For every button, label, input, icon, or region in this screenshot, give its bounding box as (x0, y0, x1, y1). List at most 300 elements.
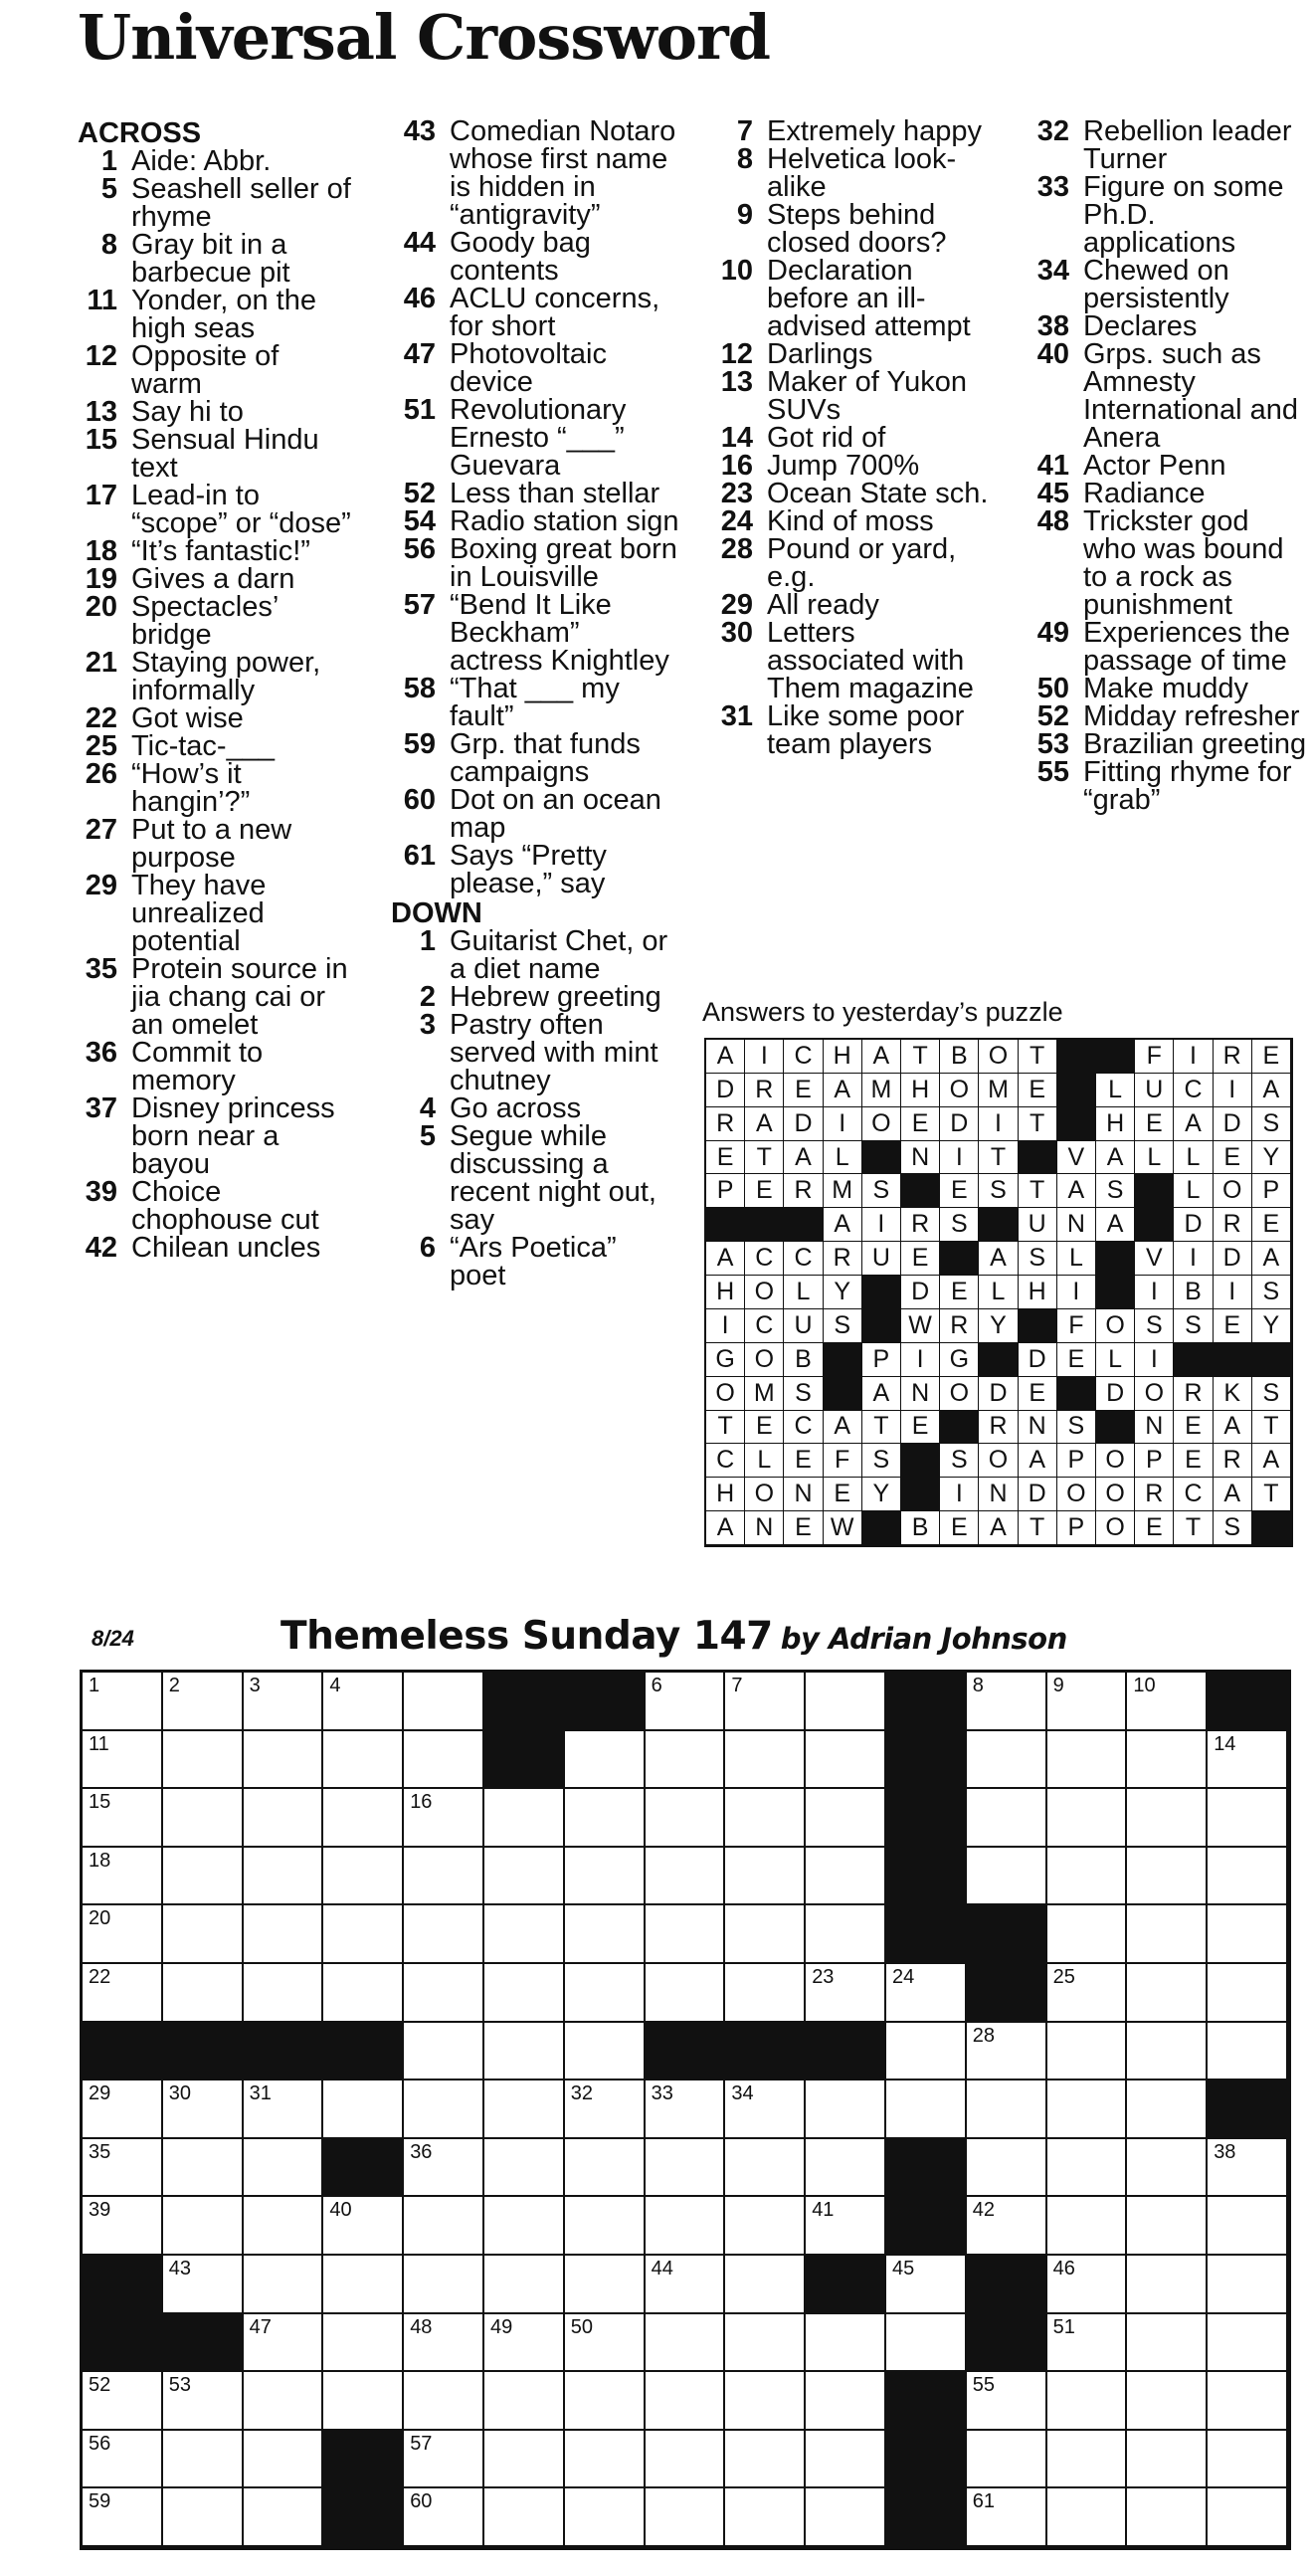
grid-cell[interactable] (967, 1673, 1047, 1731)
grid-cell[interactable] (1208, 1848, 1288, 1906)
grid-cell[interactable] (806, 1789, 886, 1848)
grid-cell[interactable] (323, 1673, 404, 1731)
grid-cell[interactable] (646, 2081, 726, 2139)
answer-cell: E (940, 1511, 979, 1545)
clue-item (391, 117, 679, 229)
clue-number: 22 (85, 702, 117, 734)
answer-cell: G (940, 1343, 979, 1377)
grid-cell[interactable] (323, 1905, 404, 1964)
grid-cell[interactable] (565, 2431, 646, 2489)
black-cell (163, 2314, 244, 2373)
grid-cell[interactable] (163, 2256, 244, 2314)
cell-number: 59 (89, 2490, 111, 2513)
answer-black-cell (824, 1343, 862, 1377)
grid-cell[interactable] (967, 1789, 1047, 1848)
grid-cell[interactable] (806, 2081, 886, 2139)
black-cell (967, 2314, 1047, 2373)
clue-text: Actor Penn (1083, 450, 1226, 482)
grid-cell[interactable] (83, 2372, 163, 2431)
grid-cell[interactable] (484, 2488, 565, 2547)
grid-cell[interactable] (1047, 2081, 1128, 2139)
clue-text: “Ars Poetica” poet (450, 1232, 617, 1291)
answer-cell: I (1135, 1276, 1174, 1309)
grid-cell[interactable] (806, 2139, 886, 2198)
grid-cell[interactable] (163, 1731, 244, 1790)
grid-cell[interactable] (244, 2488, 324, 2547)
grid-cell[interactable] (806, 1964, 886, 2023)
clue-item (391, 1011, 679, 1094)
grid-cell[interactable] (806, 2197, 886, 2256)
grid-cell[interactable] (404, 1964, 484, 2023)
grid-cell[interactable] (404, 1731, 484, 1790)
answer-cell: E (1214, 1309, 1252, 1343)
grid-cell[interactable] (646, 1848, 726, 1906)
answer-cell: E (901, 1411, 940, 1445)
clue-text: Photovoltaic device (450, 338, 607, 398)
grid-cell[interactable] (244, 2197, 324, 2256)
grid-cell[interactable] (565, 1848, 646, 1906)
clue-text: Declares (1083, 310, 1198, 342)
grid-cell[interactable] (404, 1673, 484, 1731)
grid-cell[interactable] (484, 2314, 565, 2373)
grid-cell[interactable] (484, 2372, 565, 2431)
answer-cell: R (706, 1107, 745, 1141)
grid-cell[interactable] (646, 2139, 726, 2198)
grid-cell[interactable] (323, 1848, 404, 1906)
grid-cell[interactable] (646, 1789, 726, 1848)
grid-cell[interactable] (1047, 1964, 1128, 2023)
grid-cell[interactable] (1047, 2256, 1128, 2314)
grid-cell[interactable] (725, 2081, 806, 2139)
black-cell (725, 2023, 806, 2081)
answer-cell: F (1135, 1040, 1174, 1074)
clue-item (708, 340, 997, 368)
grid-cell[interactable] (404, 2023, 484, 2081)
clue-text: Got wise (131, 702, 244, 734)
grid-cell[interactable] (967, 1731, 1047, 1790)
grid-cell[interactable] (967, 1848, 1047, 1906)
clue-item (78, 147, 351, 175)
grid-cell[interactable] (646, 2372, 726, 2431)
grid-cell[interactable] (967, 2431, 1047, 2489)
grid-cell[interactable] (967, 2372, 1047, 2431)
grid-cell[interactable] (484, 1848, 565, 1906)
grid-cell[interactable] (1127, 2139, 1208, 2198)
answer-cell: H (901, 1074, 940, 1107)
grid-cell[interactable] (163, 2431, 244, 2489)
grid-cell[interactable] (323, 1789, 404, 1848)
cell-number: 16 (410, 1791, 433, 1814)
grid-cell[interactable] (1127, 2197, 1208, 2256)
clue-text: Chewed on persistently (1083, 255, 1229, 314)
grid-cell[interactable] (484, 1905, 565, 1964)
grid-cell[interactable] (1047, 2488, 1128, 2547)
grid-cell[interactable] (1208, 2488, 1288, 2547)
grid-cell[interactable] (83, 2081, 163, 2139)
grid-cell[interactable] (83, 1789, 163, 1848)
grid-cell[interactable] (1208, 2197, 1288, 2256)
grid-cell[interactable] (646, 1731, 726, 1790)
grid-cell[interactable] (886, 2081, 967, 2139)
grid-cell[interactable] (725, 2372, 806, 2431)
grid-cell[interactable] (806, 2431, 886, 2489)
clue-item (78, 565, 351, 593)
clue-number: 27 (85, 814, 117, 846)
grid-cell[interactable] (725, 1905, 806, 1964)
clue-item (391, 1122, 679, 1234)
grid-cell[interactable] (1127, 2081, 1208, 2139)
answer-cell: N (784, 1478, 823, 1511)
grid-cell[interactable] (244, 2139, 324, 2198)
answer-cell: R (901, 1208, 940, 1242)
grid-cell[interactable] (404, 2197, 484, 2256)
grid-cell[interactable] (565, 2314, 646, 2373)
clue-item (708, 452, 997, 480)
grid-cell[interactable] (163, 2488, 244, 2547)
grid-cell[interactable] (1208, 2372, 1288, 2431)
answer-cell: O (745, 1343, 784, 1377)
cell-number: 56 (89, 2432, 111, 2455)
cell-number: 50 (570, 2315, 594, 2338)
grid-cell[interactable] (484, 2139, 565, 2198)
grid-cell[interactable] (1047, 2431, 1128, 2489)
answer-cell: A (824, 1208, 862, 1242)
grid-cell[interactable] (1047, 2372, 1128, 2431)
clue-text: Seashell seller of rhyme (131, 173, 351, 233)
clue-item (1025, 758, 1308, 814)
answer-cell: P (706, 1174, 745, 1208)
grid-cell[interactable] (1047, 1848, 1128, 1906)
cell-number: 51 (1052, 2315, 1075, 2338)
clue-number: 29 (85, 870, 117, 901)
grid-cell[interactable] (806, 1673, 886, 1731)
grid-cell[interactable] (404, 2081, 484, 2139)
answer-cell: A (979, 1511, 1018, 1545)
clue-item (708, 507, 997, 535)
grid-cell[interactable] (323, 2314, 404, 2373)
grid-cell[interactable] (725, 2431, 806, 2489)
clue-number: 16 (720, 450, 753, 482)
grid-cell[interactable] (1047, 2314, 1128, 2373)
grid-cell[interactable] (1127, 2256, 1208, 2314)
answer-cell: O (1096, 1444, 1135, 1478)
answer-cell: O (1096, 1478, 1135, 1511)
grid-cell[interactable] (83, 1905, 163, 1964)
cell-number: 45 (892, 2257, 915, 2279)
answer-black-cell (784, 1208, 823, 1242)
answer-cell: N (745, 1511, 784, 1545)
clue-text: Comedian Notaro whose first name is hidden in “antigravity” (450, 115, 676, 231)
grid-cell[interactable] (484, 1789, 565, 1848)
answer-cell: I (901, 1343, 940, 1377)
grid-cell[interactable] (83, 2139, 163, 2198)
answer-cell: C (784, 1411, 823, 1445)
grid-cell[interactable] (886, 1964, 967, 2023)
grid-cell[interactable] (163, 1964, 244, 2023)
grid-cell[interactable] (244, 1905, 324, 1964)
grid-cell[interactable] (565, 2139, 646, 2198)
grid-cell[interactable] (886, 2256, 967, 2314)
grid-cell[interactable] (163, 2197, 244, 2256)
grid-cell[interactable] (565, 2488, 646, 2547)
clue-item (1025, 619, 1308, 675)
grid-cell[interactable] (1208, 2431, 1288, 2489)
grid-cell[interactable] (323, 2372, 404, 2431)
answer-cell: I (824, 1107, 862, 1141)
grid-cell[interactable] (1127, 1731, 1208, 1790)
grid-cell[interactable] (244, 2431, 324, 2489)
clue-item (391, 340, 679, 396)
grid-cell[interactable] (1127, 1789, 1208, 1848)
clue-item (1025, 117, 1308, 173)
answer-cell: O (940, 1074, 979, 1107)
grid-cell[interactable] (83, 1673, 163, 1731)
answer-cell: S (1135, 1309, 1174, 1343)
grid-cell[interactable] (323, 2197, 404, 2256)
black-cell (83, 2256, 163, 2314)
grid-cell[interactable] (1127, 2488, 1208, 2547)
grid-cell[interactable] (1127, 1848, 1208, 1906)
grid-cell[interactable] (1047, 1789, 1128, 1848)
clue-text: Trickster god who was bound to a rock as punishment (1083, 505, 1284, 621)
grid-cell[interactable] (244, 2256, 324, 2314)
cell-number: 57 (410, 2432, 433, 2455)
grid-cell[interactable] (967, 2023, 1047, 2081)
grid-cell[interactable] (806, 1731, 886, 1790)
grid-cell[interactable] (484, 1964, 565, 2023)
grid-cell[interactable] (244, 1964, 324, 2023)
grid-cell[interactable] (244, 1848, 324, 1906)
grid-cell[interactable] (1127, 1673, 1208, 1731)
grid-cell[interactable] (806, 2488, 886, 2547)
grid-cell[interactable] (1208, 1789, 1288, 1848)
grid-cell[interactable] (83, 1731, 163, 1790)
grid-cell[interactable] (806, 2372, 886, 2431)
grid-cell[interactable] (565, 2023, 646, 2081)
cell-number: 24 (892, 1965, 915, 1988)
grid-cell[interactable] (565, 1964, 646, 2023)
clue-item (1025, 173, 1308, 257)
answers-title: Answers to yesterday’s puzzle (702, 997, 1063, 1027)
black-cell (1208, 1673, 1288, 1731)
answer-cell: S (1174, 1309, 1213, 1343)
grid-cell[interactable] (244, 1673, 324, 1731)
grid-cell[interactable] (725, 2256, 806, 2314)
grid-cell[interactable] (967, 2488, 1047, 2547)
grid-cell[interactable] (484, 2256, 565, 2314)
grid-cell[interactable] (565, 2372, 646, 2431)
cell-number: 28 (972, 2024, 996, 2047)
grid-cell[interactable] (725, 2488, 806, 2547)
grid-cell[interactable] (404, 1848, 484, 1906)
grid-cell[interactable] (646, 2431, 726, 2489)
grid-cell[interactable] (244, 1731, 324, 1790)
clue-text: Kind of moss (767, 505, 934, 537)
grid-cell[interactable] (163, 2372, 244, 2431)
grid-cell[interactable] (163, 1789, 244, 1848)
grid-cell[interactable] (404, 1905, 484, 1964)
grid-cell[interactable] (806, 1848, 886, 1906)
grid-cell[interactable] (404, 2372, 484, 2431)
grid-cell[interactable] (565, 2081, 646, 2139)
grid-cell[interactable] (565, 1789, 646, 1848)
grid-cell[interactable] (484, 2081, 565, 2139)
grid-cell[interactable] (646, 2488, 726, 2547)
answer-cell: I (745, 1040, 784, 1074)
black-cell (83, 2023, 163, 2081)
grid-cell[interactable] (646, 2256, 726, 2314)
clue-number: 11 (87, 285, 117, 316)
grid-cell[interactable] (725, 1731, 806, 1790)
answer-black-cell (901, 1174, 940, 1208)
grid-cell[interactable] (1127, 2314, 1208, 2373)
clue-text: Brazilian greeting (1083, 728, 1307, 760)
cell-number: 30 (168, 2082, 192, 2105)
grid-cell[interactable] (1127, 2023, 1208, 2081)
grid-cell[interactable] (725, 1673, 806, 1731)
grid-cell[interactable] (163, 1905, 244, 1964)
grid-cell[interactable] (806, 1905, 886, 1964)
cell-number: 20 (89, 1907, 111, 1930)
grid-cell[interactable] (565, 2256, 646, 2314)
clue-text: Grp. that funds campaigns (450, 728, 641, 788)
grid-cell[interactable] (484, 2023, 565, 2081)
answer-cell: E (940, 1174, 979, 1208)
grid-cell[interactable] (404, 2314, 484, 2373)
grid-cell[interactable] (1047, 2139, 1128, 2198)
grid-cell[interactable] (1208, 1964, 1288, 2023)
grid-cell[interactable] (1208, 2139, 1288, 2198)
grid-cell[interactable] (404, 2139, 484, 2198)
grid-cell[interactable] (404, 2488, 484, 2547)
clue-number: 3 (419, 1009, 436, 1041)
clue-number: 51 (403, 394, 436, 426)
grid-cell[interactable] (1047, 1731, 1128, 1790)
grid-cell[interactable] (646, 2314, 726, 2373)
black-cell (646, 2023, 726, 2081)
clue-text: Grps. such as Amnesty International and Anera (1083, 338, 1299, 454)
grid-cell[interactable] (725, 2197, 806, 2256)
grid-cell[interactable] (83, 1848, 163, 1906)
grid-cell[interactable] (1127, 2372, 1208, 2431)
answer-cell: I (1214, 1074, 1252, 1107)
grid-cell[interactable] (323, 1731, 404, 1790)
grid-cell[interactable] (646, 1905, 726, 1964)
grid-cell[interactable] (886, 2314, 967, 2373)
grid-cell[interactable] (725, 1964, 806, 2023)
answer-cell: E (745, 1411, 784, 1445)
grid-cell[interactable] (967, 2197, 1047, 2256)
grid-cell[interactable] (83, 2431, 163, 2489)
grid-cell[interactable] (565, 1731, 646, 1790)
grid-cell[interactable] (967, 2139, 1047, 2198)
grid-cell[interactable] (1208, 2314, 1288, 2373)
clue-item (391, 730, 679, 786)
grid-cell[interactable] (1127, 2431, 1208, 2489)
cell-number: 6 (651, 1675, 662, 1696)
grid-cell[interactable] (323, 2081, 404, 2139)
grid-cell[interactable] (163, 2139, 244, 2198)
grid-cell[interactable] (1208, 1905, 1288, 1964)
grid-cell[interactable] (163, 1673, 244, 1731)
grid-cell[interactable] (1047, 2023, 1128, 2081)
grid-cell[interactable] (83, 1964, 163, 2023)
answer-black-cell (824, 1377, 862, 1411)
clue-text: Revolutionary Ernesto “___” Guevara (450, 394, 627, 482)
clue-item (78, 760, 351, 816)
grid-cell[interactable] (484, 2431, 565, 2489)
grid-cell[interactable] (565, 2197, 646, 2256)
cell-number: 34 (731, 2082, 754, 2105)
clue-item (78, 732, 351, 760)
answer-cell: T (1019, 1040, 1057, 1074)
grid-cell[interactable] (1208, 2023, 1288, 2081)
grid-cell[interactable] (244, 2314, 324, 2373)
grid-cell[interactable] (163, 1848, 244, 1906)
grid-cell[interactable] (646, 2197, 726, 2256)
grid-cell[interactable] (1047, 1905, 1128, 1964)
clue-text: Figure on some Ph.D. applications (1083, 171, 1284, 259)
grid-cell[interactable] (565, 1905, 646, 1964)
clue-item (708, 702, 997, 758)
across-header: ACROSS (78, 117, 202, 149)
grid-cell[interactable] (725, 1789, 806, 1848)
grid-cell[interactable] (244, 2372, 324, 2431)
grid-cell[interactable] (967, 2081, 1047, 2139)
clue-text: Chilean uncles (131, 1232, 321, 1264)
answer-cell: I (1135, 1343, 1174, 1377)
clue-number: 38 (1036, 310, 1069, 342)
grid-cell[interactable] (323, 1964, 404, 2023)
black-cell (244, 2023, 324, 2081)
grid-cell[interactable] (1127, 1905, 1208, 1964)
answer-black-cell (1214, 1343, 1252, 1377)
grid-cell[interactable] (646, 1964, 726, 2023)
answer-cell: U (1019, 1208, 1057, 1242)
clue-text: Says “Pretty please,” say (450, 840, 607, 899)
grid-cell[interactable] (1127, 1964, 1208, 2023)
grid-cell[interactable] (1208, 1731, 1288, 1790)
grid-cell[interactable] (244, 1789, 324, 1848)
grid-cell[interactable] (244, 2081, 324, 2139)
grid-cell[interactable] (1047, 1673, 1128, 1731)
clue-item (78, 649, 351, 704)
cell-number: 61 (972, 2490, 996, 2513)
answer-cell: L (1174, 1174, 1213, 1208)
grid-cell[interactable] (484, 2197, 565, 2256)
grid-cell[interactable] (1047, 2197, 1128, 2256)
grid-cell[interactable] (1208, 2256, 1288, 2314)
grid-cell[interactable] (886, 2023, 967, 2081)
grid-cell[interactable] (725, 1848, 806, 1906)
answer-cell: S (1252, 1107, 1291, 1141)
clue-number: 31 (720, 700, 753, 732)
grid-cell[interactable] (404, 2256, 484, 2314)
grid-cell[interactable] (323, 2256, 404, 2314)
grid-cell[interactable] (404, 1789, 484, 1848)
grid-cell[interactable] (725, 2139, 806, 2198)
answer-cell: L (1057, 1242, 1096, 1276)
grid-cell[interactable] (163, 2081, 244, 2139)
grid-cell[interactable] (83, 2488, 163, 2547)
grid-cell[interactable] (404, 2431, 484, 2489)
grid-cell[interactable] (806, 2314, 886, 2373)
answer-cell: L (824, 1141, 862, 1175)
grid-cell[interactable] (725, 2314, 806, 2373)
answer-cell: E (1214, 1141, 1252, 1175)
grid-cell[interactable] (83, 2197, 163, 2256)
grid-cell[interactable] (646, 1673, 726, 1731)
